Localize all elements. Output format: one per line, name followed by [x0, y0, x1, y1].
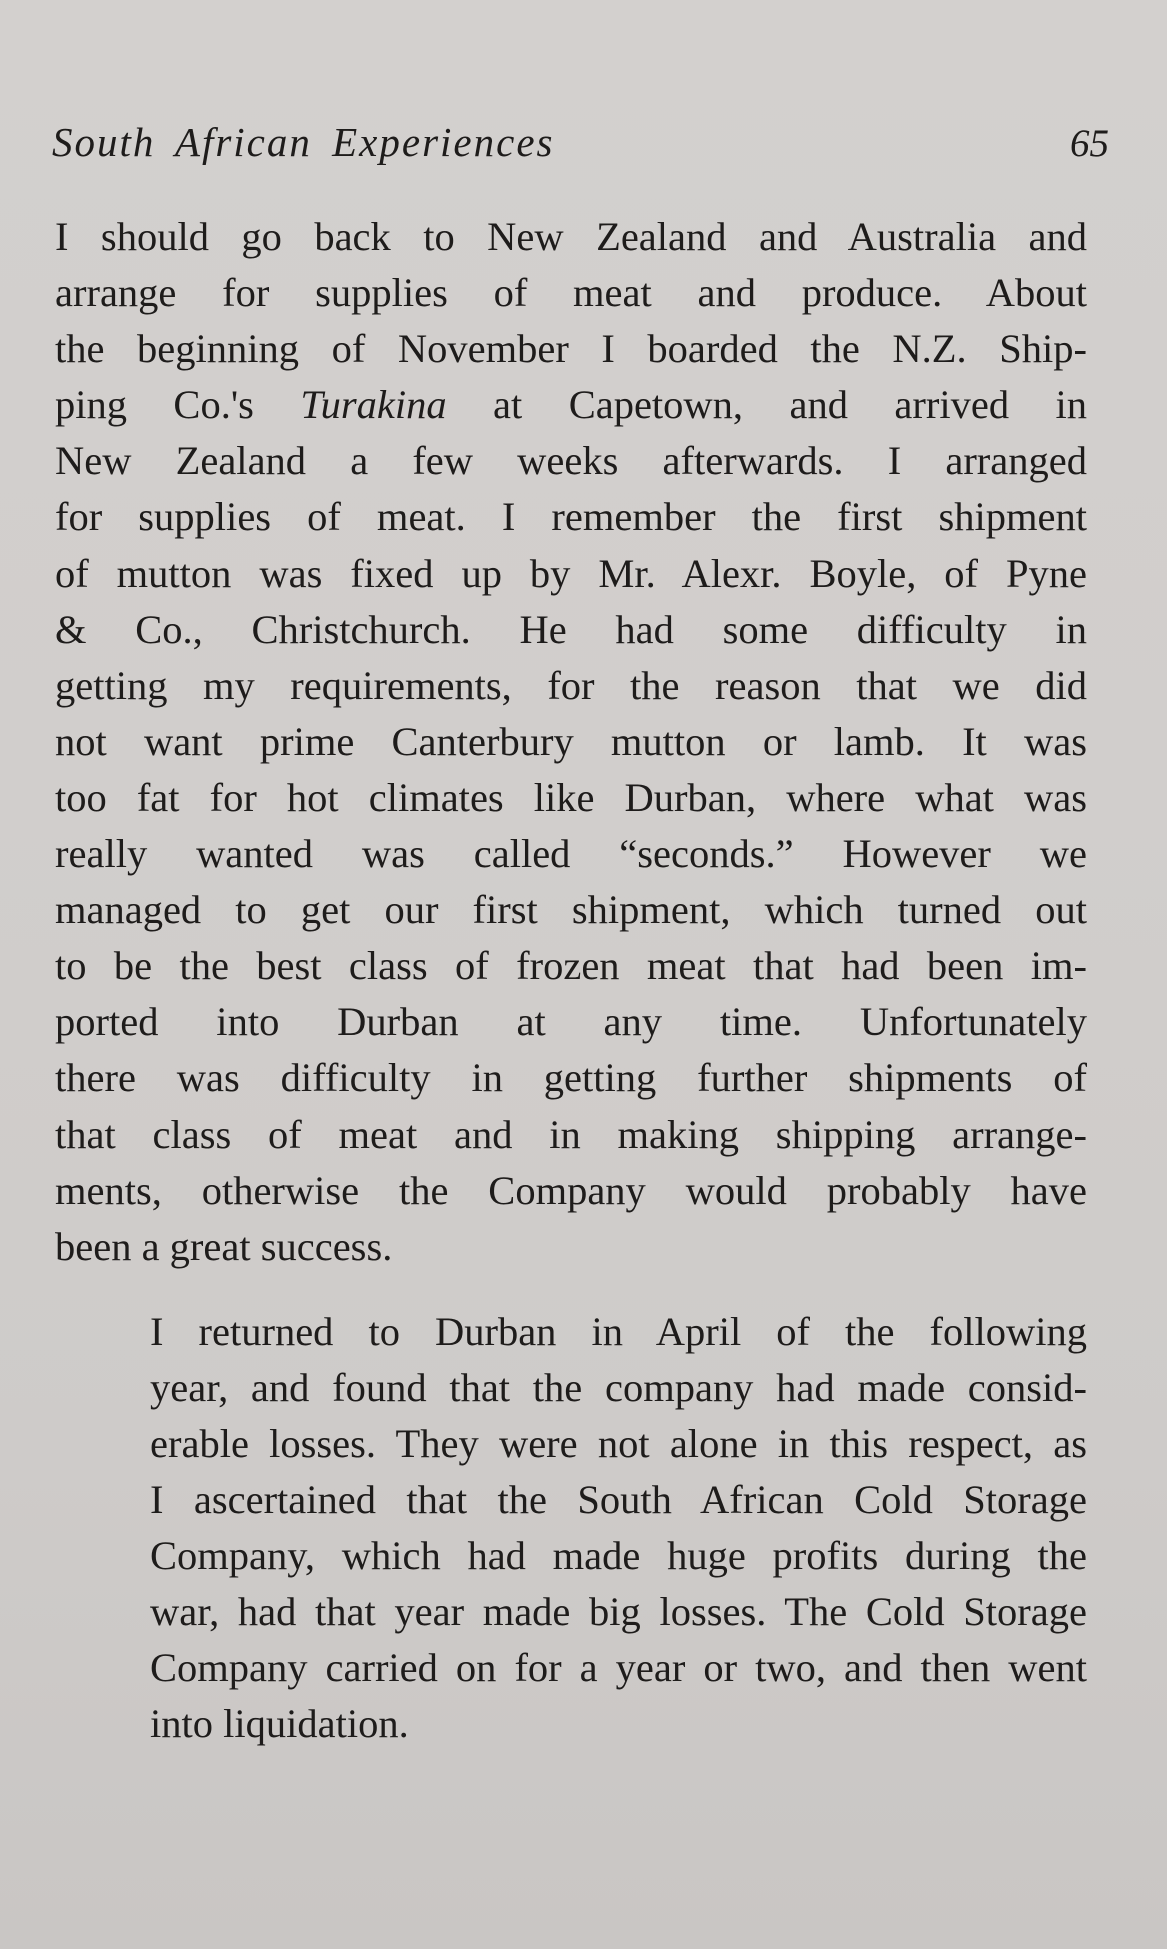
text-line: getting my requirements, for the reason that we did	[55, 662, 1087, 708]
text-line	[55, 377, 1087, 433]
text-line: ments, otherwise the Company would probably have	[55, 1167, 1087, 1213]
paragraph	[55, 1304, 1087, 1753]
text-line: New Zealand a few weeks afterwards. I arranged	[55, 438, 1087, 484]
running-title: South African Experiences	[52, 119, 555, 165]
text-line: the beginning of November I boarded the N.Z. Ship-	[55, 326, 1087, 372]
text-line: of mutton was fixed up by Mr. Alexr. Boyle, of Pyne	[55, 550, 1087, 596]
body-text	[55, 209, 1087, 1753]
text-line: & Co., Christchurch. He had some difficulty in	[55, 606, 1087, 652]
text-line: not want prime Canterbury mutton or lamb. It was	[55, 718, 1087, 764]
text-line: into liquidation.	[150, 1701, 409, 1747]
text-line: Company, which had made huge profits during the	[150, 1533, 1087, 1579]
text-line: ported into Durban at any time. Unfortunately	[55, 999, 1087, 1045]
page-number: 65	[1070, 122, 1109, 165]
text-line: I returned to Durban in April of the following	[150, 1308, 1087, 1354]
text-line: Company carried on for a year or two, and then went	[150, 1645, 1087, 1691]
text-line: really wanted was called “seconds.” However we	[55, 831, 1087, 877]
ship-name: Turakina	[300, 382, 447, 428]
text-fragment: at Capetown, and arrived in	[446, 382, 1087, 428]
text-line: I ascertained that the South African Cold Storage	[150, 1477, 1087, 1523]
text-line: there was difficulty in getting further shipments of	[55, 1055, 1087, 1101]
running-head	[52, 118, 1109, 168]
text-line: for supplies of meat. I remember the first shipment	[55, 494, 1087, 540]
paragraph	[55, 209, 1087, 1275]
text-line: erable losses. They were not alone in this respect, as	[150, 1420, 1087, 1466]
text-line: war, had that year made big losses. The Cold Storage	[150, 1589, 1087, 1635]
text-line: managed to get our first shipment, which turned out	[55, 887, 1087, 933]
text-line: that class of meat and in making shipping arrange-	[55, 1111, 1087, 1157]
text-line: arrange for supplies of meat and produce. About	[55, 270, 1087, 316]
text-line: year, and found that the company had made consid-	[150, 1364, 1087, 1410]
text-line: I should go back to New Zealand and Australia and	[55, 214, 1087, 259]
text-line: been a great success.	[55, 1223, 393, 1269]
text-fragment: ping Co.'s	[55, 382, 301, 428]
text-line: to be the best class of frozen meat that had been im-	[55, 943, 1087, 989]
text-line: too fat for hot climates like Durban, where what was	[55, 774, 1087, 820]
